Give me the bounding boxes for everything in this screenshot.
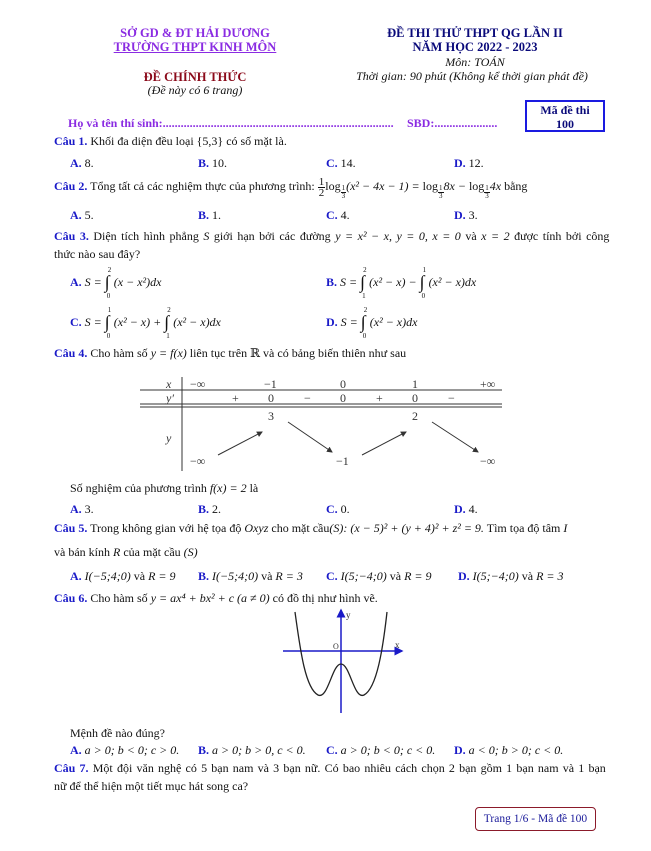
math-expression: (x² − x)dx bbox=[369, 314, 418, 329]
question-text: giới hạn bởi các đường bbox=[213, 229, 331, 243]
option-text: 3. bbox=[468, 208, 478, 222]
question-text: Cho hàm số bbox=[90, 591, 148, 605]
math-expression: S = bbox=[340, 274, 361, 289]
upper-limit: 2 bbox=[363, 266, 367, 274]
dept-name: SỞ GD & ĐT HẢI DƯƠNG bbox=[120, 26, 270, 40]
question-text: bằng bbox=[504, 179, 528, 193]
option-5c[interactable] bbox=[326, 569, 432, 584]
option-2a[interactable] bbox=[70, 208, 94, 223]
question-5-line2 bbox=[54, 545, 198, 560]
question-text: Trong không gian với hệ tọa độ bbox=[90, 521, 242, 535]
question-7 bbox=[54, 761, 606, 776]
y-value: −1 bbox=[336, 454, 349, 468]
option-2d[interactable] bbox=[454, 208, 478, 223]
option-6a[interactable] bbox=[70, 743, 179, 758]
question-3 bbox=[54, 229, 609, 244]
option-label: C. bbox=[326, 208, 338, 222]
option-1b[interactable] bbox=[198, 156, 227, 171]
lower-limit: 1 bbox=[166, 332, 170, 340]
question-text: của mặt cầu bbox=[123, 545, 181, 559]
question-text: Cho hàm số bbox=[90, 346, 148, 360]
option-label: A. bbox=[70, 208, 82, 222]
school-year: NĂM HỌC 2022 - 2023 bbox=[412, 40, 538, 54]
math-expression: (x − x²)dx bbox=[113, 274, 162, 289]
question-4 bbox=[54, 346, 406, 361]
option-label: B. bbox=[198, 569, 210, 583]
math-expression: 4x bbox=[489, 179, 502, 193]
integral-sign: ∫ 2 0 bbox=[104, 266, 112, 300]
arrow-up bbox=[218, 432, 262, 455]
upper-limit: 1 bbox=[422, 266, 427, 274]
option-label: B. bbox=[198, 156, 210, 170]
student-name-field[interactable]: Họ và tên thí sinh:............................................................................. bbox=[68, 116, 394, 130]
option-text: 4. bbox=[468, 502, 478, 516]
integral-sign: ∫ 1 0 bbox=[419, 266, 427, 300]
option-text: a > 0; b < 0; c < 0. bbox=[340, 743, 436, 757]
school-name: TRƯỜNG THPT KINH MÔN bbox=[113, 40, 277, 54]
frac-num: 1 bbox=[318, 175, 325, 188]
math-expression: y = ax⁴ + bx² + c (a ≠ 0) bbox=[150, 591, 270, 605]
math-expression: Oxyz bbox=[244, 521, 269, 535]
option-label: C. bbox=[326, 569, 338, 583]
math-expression: f(x) = 2 bbox=[209, 481, 247, 495]
x-value: 0 bbox=[340, 377, 346, 391]
option-1c[interactable] bbox=[326, 156, 356, 171]
option-5b[interactable] bbox=[198, 569, 303, 584]
math-expression: I(−5;4;0) bbox=[212, 569, 259, 583]
yprime-sign: − bbox=[304, 391, 311, 405]
option-text: 0. bbox=[340, 502, 350, 516]
option-label: D. bbox=[326, 314, 338, 329]
y-value: −∞ bbox=[190, 454, 206, 468]
integral-sign: ∫ 2 1 bbox=[360, 266, 367, 300]
yprime-sign: + bbox=[376, 391, 383, 405]
y-row-label: y bbox=[166, 431, 172, 445]
math-expression: S bbox=[203, 229, 210, 243]
math-expression: (x² − x)dx bbox=[173, 314, 221, 329]
option-label: C. bbox=[70, 314, 82, 329]
question-6-prompt: Mệnh đề nào đúng? bbox=[70, 726, 165, 740]
option-text: và bbox=[521, 569, 534, 583]
arrow-down bbox=[288, 422, 332, 452]
option-label: B. bbox=[326, 274, 338, 289]
exam-time: Thời gian: 90 phút (Không kể thời gian phát đề) bbox=[356, 69, 588, 83]
option-label: C. bbox=[326, 156, 338, 170]
math-expression: y = x² − x, y = 0, x = 0 bbox=[335, 229, 461, 243]
option-text: 2. bbox=[212, 502, 222, 516]
math-expression: 8x − bbox=[443, 179, 469, 193]
question-4-prompt bbox=[70, 481, 258, 496]
option-text: 3. bbox=[84, 502, 94, 516]
option-text: 1. bbox=[212, 208, 222, 222]
question-text: là bbox=[249, 481, 259, 495]
option-text: 8. bbox=[84, 156, 94, 170]
upper-limit: 1 bbox=[107, 306, 112, 314]
lower-limit: 0 bbox=[106, 292, 111, 300]
math-expression: y = f(x) bbox=[150, 346, 187, 360]
question-label: Câu 1. bbox=[54, 134, 88, 148]
math-expression: (S): (x − 5)² + (y + 4)² + z² = 9. bbox=[329, 521, 484, 535]
question-text: Tìm tọa độ tâm bbox=[486, 521, 561, 535]
option-5a[interactable] bbox=[70, 569, 176, 584]
arrow-down bbox=[432, 422, 478, 452]
option-1d[interactable] bbox=[454, 156, 484, 171]
math-expression: (x² − x) + bbox=[113, 314, 165, 329]
option-3a[interactable] bbox=[70, 266, 162, 300]
question-label: Câu 7. bbox=[54, 761, 89, 775]
x-value: −∞ bbox=[190, 377, 206, 391]
question-label: Câu 2. bbox=[54, 179, 88, 193]
option-text: 10. bbox=[212, 156, 228, 170]
option-label: A. bbox=[70, 502, 82, 516]
upper-limit: 2 bbox=[363, 306, 368, 314]
question-text: liên tục trên ℝ và có bảng biến thiên như sau bbox=[189, 346, 407, 360]
yprime-sign: + bbox=[232, 391, 239, 405]
exam-title: ĐỀ THI THỬ THPT QG LẦN II bbox=[387, 26, 563, 40]
frac-den: 2 bbox=[318, 186, 325, 199]
math-expression: R = 9 bbox=[148, 569, 176, 583]
base-num: 1 bbox=[439, 184, 443, 192]
math-expression: R = 3 bbox=[275, 569, 303, 583]
log: log bbox=[468, 179, 485, 193]
log: log bbox=[325, 179, 341, 193]
integral-sign: ∫ 2 1 bbox=[164, 306, 171, 340]
option-text: a > 0; b > 0, c < 0. bbox=[212, 743, 306, 757]
option-4c[interactable] bbox=[326, 502, 350, 517]
y-value: −∞ bbox=[480, 454, 496, 468]
math-expression: R = 9 bbox=[404, 569, 432, 583]
lower-limit: 1 bbox=[362, 292, 366, 300]
math-expression: S = bbox=[84, 274, 105, 289]
option-label: A. bbox=[70, 274, 82, 289]
pages-note: (Đề này có 6 trang) bbox=[147, 83, 243, 97]
question-7-line2: nữ để thể hiện một tiết mục hát song ca? bbox=[54, 779, 249, 793]
lower-limit: 0 bbox=[106, 332, 111, 340]
question-3-line2: thức nào sau đây? bbox=[54, 247, 141, 261]
page-footer: Trang 1/6 - Mã đề 100 bbox=[475, 807, 596, 831]
question-text: cho mặt cầu bbox=[271, 521, 330, 535]
question-5 bbox=[54, 521, 567, 536]
base-den: 3 bbox=[341, 192, 346, 200]
option-text: và bbox=[389, 569, 402, 583]
question-text: có số mặt là. bbox=[226, 134, 287, 148]
upper-limit: 2 bbox=[107, 266, 112, 274]
option-text: 12. bbox=[468, 156, 484, 170]
option-label: B. bbox=[198, 743, 210, 757]
yprime-sign: − bbox=[448, 391, 455, 405]
math-expression: (x² − x)dx bbox=[428, 274, 477, 289]
option-2c[interactable] bbox=[326, 208, 350, 223]
question-text: Diện tích hình phẳng bbox=[93, 229, 199, 243]
question-1 bbox=[54, 134, 287, 149]
math-expression: (S) bbox=[183, 545, 198, 559]
math-expression: I bbox=[563, 521, 568, 535]
math-expression: I(5;−4;0) bbox=[472, 569, 519, 583]
option-label: D. bbox=[454, 502, 466, 516]
math-expression: R bbox=[113, 545, 121, 559]
question-text: Tổng tất cả các nghiệm thực của phương trình: bbox=[90, 179, 315, 193]
option-text: và bbox=[133, 569, 146, 583]
x-value: −1 bbox=[264, 377, 277, 391]
option-label: B. bbox=[198, 208, 210, 222]
origin-label: O bbox=[333, 642, 339, 651]
official-label: ĐỀ CHÍNH THỨC bbox=[143, 70, 247, 84]
option-6d[interactable] bbox=[454, 743, 563, 758]
base-den: 3 bbox=[439, 192, 443, 200]
math-expression: (x² − 4x − 1) = bbox=[346, 179, 423, 193]
yprime-value: 0 bbox=[268, 391, 274, 405]
exam-code-box bbox=[525, 100, 605, 132]
option-4a[interactable] bbox=[70, 502, 94, 517]
option-3b[interactable] bbox=[326, 266, 477, 300]
question-text: Số nghiệm của phương trình bbox=[70, 481, 207, 495]
question-text: và bbox=[465, 229, 477, 243]
question-label: Câu 4. bbox=[54, 346, 88, 360]
math-expression: S = bbox=[340, 314, 361, 329]
option-label: D. bbox=[454, 156, 466, 170]
question-6 bbox=[54, 591, 378, 606]
base-den: 3 bbox=[485, 192, 489, 200]
x-row-label: x bbox=[166, 377, 172, 391]
option-1a[interactable] bbox=[70, 156, 94, 171]
option-text: a < 0; b > 0; c < 0. bbox=[468, 743, 564, 757]
question-text: Một đội văn nghệ có 5 bạn nam và 3 bạn nữ. Có bao nhiêu cách chọn 2 bạn gồm 1 bạn nam và 1 bạn bbox=[92, 761, 606, 775]
y-value: 2 bbox=[412, 409, 418, 423]
function-graph bbox=[280, 608, 410, 718]
math-expression: x = 2 bbox=[481, 229, 510, 243]
option-text: 4. bbox=[340, 208, 350, 222]
option-label: B. bbox=[198, 502, 210, 516]
upper-limit: 2 bbox=[167, 306, 171, 314]
exam-code: 100 bbox=[556, 117, 574, 131]
option-label: C. bbox=[326, 502, 338, 516]
math-expression: I(−5;4;0) bbox=[84, 569, 131, 583]
option-label: D. bbox=[454, 208, 466, 222]
option-text: a > 0; b < 0; c > 0. bbox=[84, 743, 180, 757]
question-label: Câu 5. bbox=[54, 521, 88, 535]
math-expression: S = bbox=[84, 314, 105, 329]
base-num: 1 bbox=[341, 184, 346, 192]
question-2 bbox=[54, 174, 527, 200]
integral-sign: ∫ 2 0 bbox=[360, 306, 368, 340]
math-expression: {5,3} bbox=[196, 134, 224, 148]
x-value: +∞ bbox=[480, 377, 496, 391]
option-4d[interactable] bbox=[454, 502, 478, 517]
option-label: D. bbox=[458, 569, 470, 583]
exam-code-label: Mã đề thi bbox=[540, 103, 590, 117]
option-6b[interactable] bbox=[198, 743, 306, 758]
lower-limit: 0 bbox=[362, 332, 367, 340]
option-6c[interactable] bbox=[326, 743, 435, 758]
option-text: và bbox=[261, 569, 273, 583]
math-expression: (x² − x) − bbox=[369, 274, 420, 289]
question-text: Khối đa diện đều loại bbox=[90, 134, 194, 148]
math-expression: R = 3 bbox=[536, 569, 564, 583]
question-label: Câu 6. bbox=[54, 591, 88, 605]
subject: Môn: TOÁN bbox=[445, 55, 505, 69]
question-label: Câu 3. bbox=[54, 229, 89, 243]
y-value: 3 bbox=[268, 409, 274, 423]
sbd-field[interactable]: SBD:..................... bbox=[407, 116, 498, 130]
question-text: và bán kính bbox=[54, 545, 110, 559]
question-text: được tính bởi công bbox=[514, 229, 610, 243]
option-label: A. bbox=[70, 569, 82, 583]
arrow-up bbox=[362, 432, 406, 455]
variation-table bbox=[140, 377, 520, 473]
y-axis-label: y bbox=[346, 610, 351, 620]
integral-sign: ∫ 1 0 bbox=[104, 306, 112, 340]
base-num: 1 bbox=[485, 184, 489, 192]
yprime-value: 0 bbox=[340, 391, 346, 405]
option-2b[interactable] bbox=[198, 208, 221, 223]
x-value: 1 bbox=[412, 377, 418, 391]
x-axis-label: x bbox=[395, 640, 400, 650]
math-expression: I(5;−4;0) bbox=[340, 569, 387, 583]
yprime-value: 0 bbox=[412, 391, 418, 405]
yprime-row-label: y′ bbox=[166, 391, 174, 405]
lower-limit: 0 bbox=[421, 292, 426, 300]
option-3d[interactable] bbox=[326, 306, 418, 340]
option-text: 14. bbox=[340, 156, 356, 170]
log: log bbox=[422, 179, 438, 193]
option-4b[interactable] bbox=[198, 502, 221, 517]
option-text: 5. bbox=[84, 208, 94, 222]
option-label: A. bbox=[70, 743, 82, 757]
option-label: A. bbox=[70, 156, 82, 170]
question-text: có đồ thị như hình vẽ. bbox=[272, 591, 378, 605]
option-label: C. bbox=[326, 743, 338, 757]
option-3c[interactable] bbox=[70, 306, 221, 340]
option-5d[interactable] bbox=[458, 569, 564, 584]
option-label: D. bbox=[454, 743, 466, 757]
